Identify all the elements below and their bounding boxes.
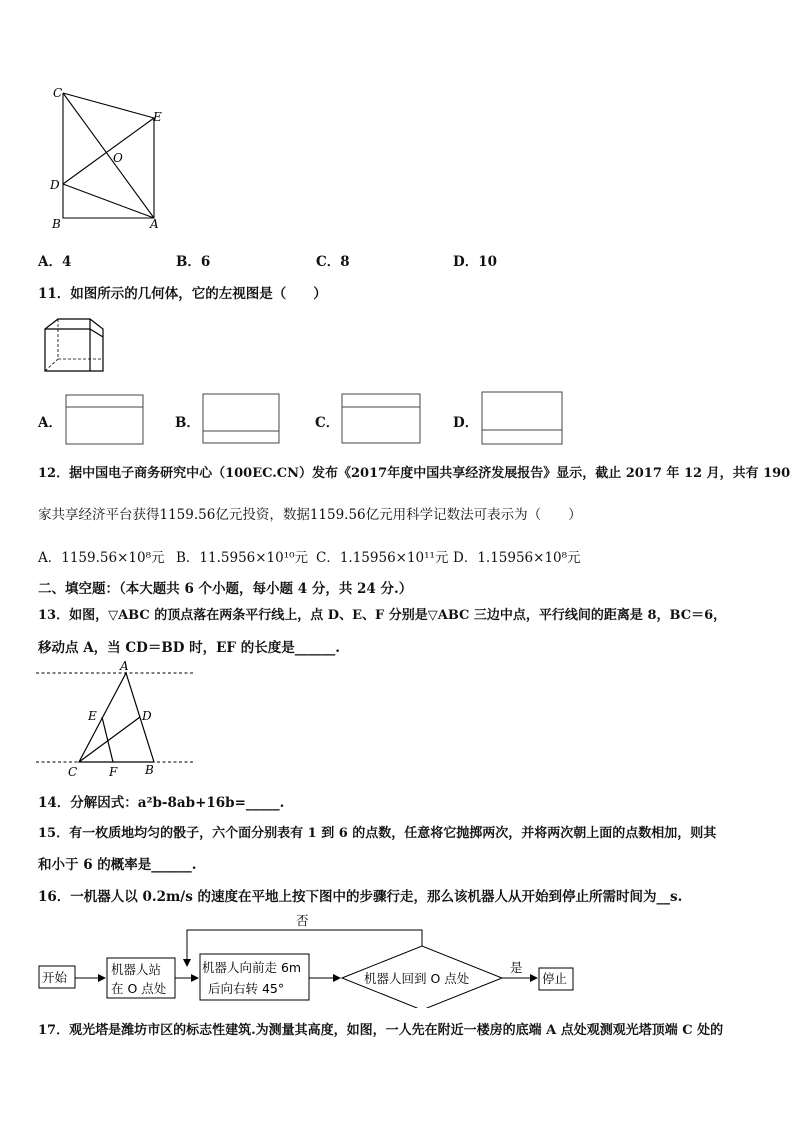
q12-line2: 家共享经济平台获得1159.56亿元投资，数据1159.56亿元用科学记数法可表示为（ ） <box>38 507 582 523</box>
q15-line1: 15．有一枚质地均匀的骰子，六个面分别表有 1 到 6 的点数，任意将它抛掷两次，并将两次朝上面的点数相加，则其 <box>38 826 717 841</box>
label-f: F <box>109 765 118 779</box>
q14-text: 14．分解因式：a²b-8ab+16b=_____. <box>38 795 285 811</box>
q15-line2: 和小于 6 的概率是______. <box>38 857 197 873</box>
q10-option-d: D．10 <box>453 254 497 270</box>
flow-yes: 是 <box>510 960 523 975</box>
label-b: B <box>52 217 61 231</box>
q12-option-c: C．1.15956×10¹¹元 <box>316 550 449 566</box>
square-figure <box>40 82 180 234</box>
q11-option-a: A． <box>38 415 62 431</box>
label-a: A <box>150 217 159 231</box>
q12-option-a: A．1159.56×10⁸元 <box>38 550 165 566</box>
triangle-figure <box>34 658 199 780</box>
q12-option-d: D．1.15956×10⁸元 <box>453 550 581 566</box>
label-e: E <box>153 110 162 124</box>
q11-stem: 11．如图所示的几何体，它的左视图是（ ） <box>38 286 327 302</box>
label-d: D <box>50 178 60 192</box>
label-a: A <box>120 659 129 673</box>
solid-figure <box>40 315 110 375</box>
q12-line1: 12．据中国电子商务研究中心（100EC.CN）发布《2017年度中国共享经济发展报告》显示，截止 2017 年 12 月，共有 190 <box>38 466 791 481</box>
flow-start: 开始 <box>42 970 68 985</box>
flow-stand-2: 在 O 点处 <box>111 981 167 996</box>
q10-option-b: B．6 <box>176 254 211 270</box>
q12-option-b: B．11.5956×10¹⁰元 <box>176 550 309 566</box>
label-c: C <box>68 765 78 779</box>
flow-no: 否 <box>296 913 309 928</box>
label-b: B <box>145 763 154 777</box>
label-c: C <box>53 86 63 100</box>
q11-option-d: D． <box>453 415 479 431</box>
q13-line1: 13．如图，▽ABC 的顶点落在两条平行线上，点 D、E、F 分别是▽ABC 三边中点，平行线间的距离是 8，BC＝6， <box>38 608 727 623</box>
q10-option-c: C．8 <box>316 254 350 270</box>
flow-move-1: 机器人向前走 6m <box>202 960 302 975</box>
q17-text: 17．观光塔是潍坊市区的标志性建筑.为测量其高度，如图，一人先在附近一楼房的底端 A 点处观测观光塔顶端 C 处的 <box>38 1023 724 1038</box>
flow-move-2: 后向右转 45° <box>208 981 285 996</box>
label-o: O <box>113 151 123 165</box>
q11-view-d <box>481 391 565 446</box>
q11-option-c: C． <box>315 415 340 431</box>
label-d: D <box>142 709 152 723</box>
flow-stop: 停止 <box>542 971 568 986</box>
section-2-title: 二、填空题：（本大题共 6 个小题，每小题 4 分，共 24 分.） <box>38 581 413 597</box>
q11-view-a <box>65 394 145 446</box>
label-e: E <box>88 709 97 723</box>
q11-option-b: B． <box>175 415 200 431</box>
q10-option-a: A．4 <box>38 254 72 270</box>
q16-text: 16．一机器人以 0.2m/s 的速度在平地上按下图中的步骤行走，那么该机器人从开始到停止所需时间为__s. <box>38 889 683 905</box>
flow-check: 机器人回到 O 点处 <box>364 971 470 986</box>
q11-view-b <box>202 393 282 445</box>
flow-stand-1: 机器人站 <box>111 962 162 977</box>
flowchart <box>36 908 581 1008</box>
q11-view-c <box>341 393 423 445</box>
q13-line2: 移动点 A，当 CD＝BD 时，EF 的长度是______. <box>38 640 340 656</box>
